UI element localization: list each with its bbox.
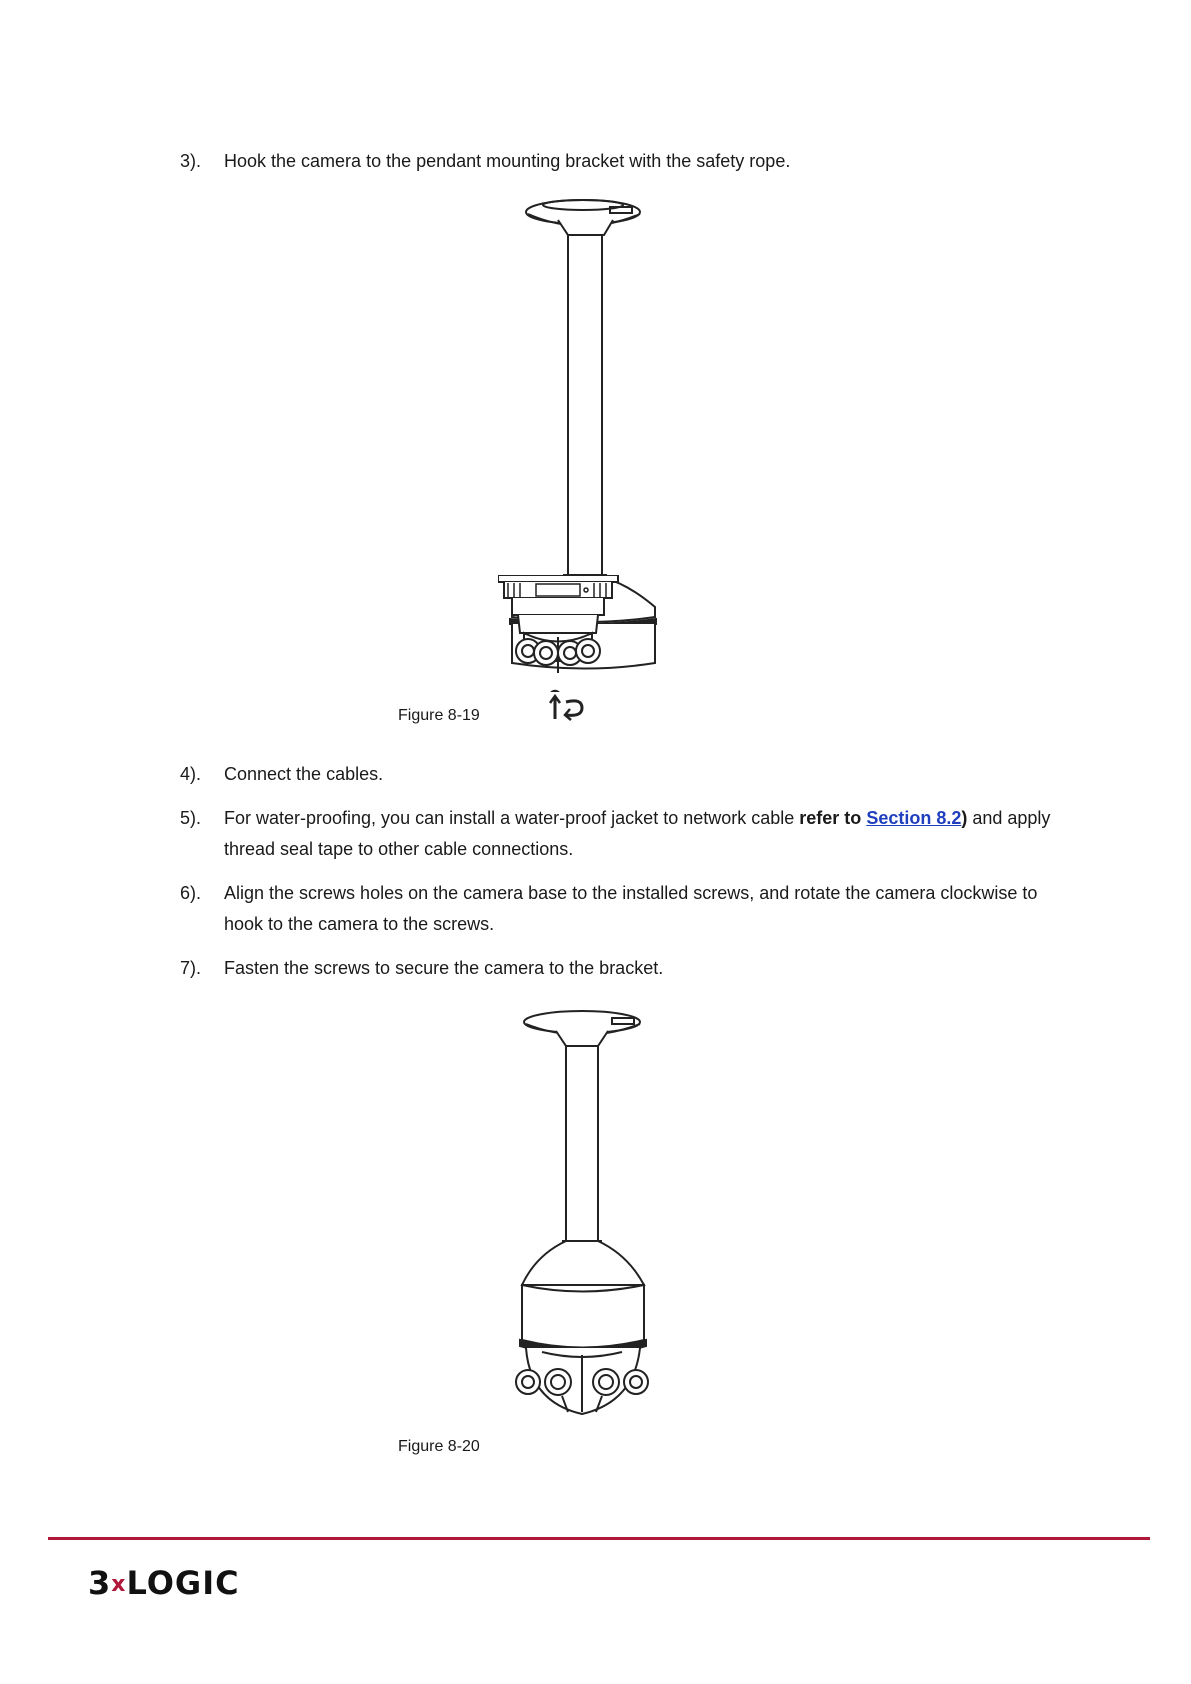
- step-number: 7).: [180, 958, 202, 978]
- footer-divider: [48, 1537, 1150, 1540]
- figure-8-19-camera: [498, 575, 668, 725]
- figure-caption: Figure 8-19: [398, 707, 480, 724]
- step-text: Hook the camera to the pendant mounting bracket with the safety rope.: [224, 151, 791, 171]
- refer-to-label: refer to: [799, 808, 862, 828]
- step-number: 5).: [180, 808, 202, 828]
- step-text: Fasten the screws to secure the camera to the bracket.: [224, 958, 664, 978]
- step-number: 3).: [180, 151, 202, 171]
- step-text: Connect the cables.: [224, 764, 384, 784]
- logo-x: x: [111, 1572, 127, 1597]
- company-logo: [88, 1564, 240, 1602]
- figure-caption: Figure 8-20: [398, 1438, 480, 1455]
- step-text: Align the screws holes on the camera base to the installed screws, and rotate the camera clockwise to hook to the camera to the screws.: [224, 883, 1038, 934]
- step-number: 6).: [180, 883, 202, 903]
- step-text-part: For water-proofing, you can install a water-proof jacket to network cable: [224, 808, 800, 828]
- section-8-2-link[interactable]: Section 8.2: [866, 808, 962, 828]
- step-number: 4).: [180, 764, 202, 784]
- figure-8-20-illustration: [512, 1010, 682, 1430]
- step-text-part: and apply thread seal tape to other cable connections.: [224, 808, 1051, 859]
- logo-word: LOGIC: [126, 1564, 240, 1602]
- logo-digit: 3: [88, 1564, 112, 1602]
- closing-paren: ): [961, 808, 968, 828]
- step-text: [224, 803, 1060, 865]
